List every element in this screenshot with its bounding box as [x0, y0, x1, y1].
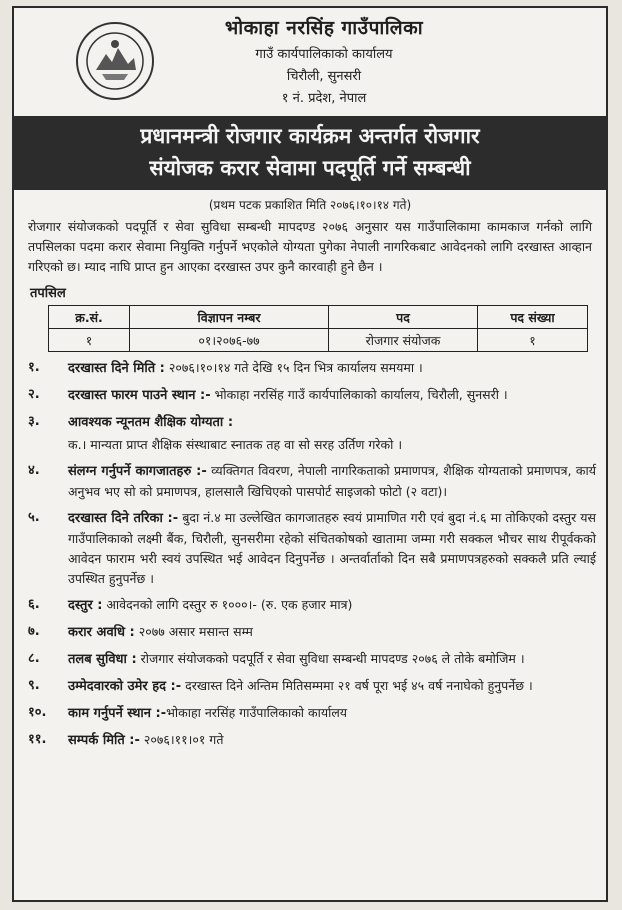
item-text: २०७६।११।०१ गते: [139, 732, 224, 747]
list-item: [28, 622, 596, 643]
list-item: [28, 595, 596, 616]
list-item: [28, 461, 596, 502]
list-item: [28, 676, 596, 697]
list-item: [28, 358, 596, 379]
table-row: [49, 329, 588, 352]
org-name: भोकाहा नरसिंह गाउँपालिका: [224, 17, 424, 39]
list-item: [28, 730, 596, 751]
office-address: चिरौली, सुनसरी: [286, 69, 362, 84]
table-cell: रोजगार संयोजक: [329, 329, 478, 352]
banner-line-2: संयोजक करार सेवामा पदपूर्ति गर्ने सम्बन्धी: [149, 156, 471, 180]
notice-header: [14, 8, 606, 116]
item-number: ७.: [28, 624, 40, 639]
item-label: दरखास्त दिने मिति :: [68, 361, 165, 376]
item-label: दरखास्त दिने तरिका :-: [68, 511, 179, 526]
item-text: व्यक्तिगत विवरण, नेपाली नागरिकताको प्रमाणपत्र, शैक्षिक योग्यताको प्रमाणपत्र, कार्य अनुभव भए सो को प्रमाणपत्र, हालसालै खिचिएको पासपोर्ट साइजको फोटो (२ वटा)।: [68, 463, 596, 499]
conditions-list: [14, 352, 606, 751]
item-number: ११.: [28, 732, 47, 747]
table-cell: ०१।२०७६-७७: [130, 329, 329, 352]
item-label: संलग्न गर्नुपर्ने कागजातहरु :-: [68, 464, 207, 479]
banner-line-1: प्रधानमन्त्री रोजगार कार्यक्रम अन्तर्गत रोजगार: [140, 124, 480, 148]
item-label: करार अवधि :: [68, 625, 135, 640]
office-name: गाउँ कार्यपालिकाको कार्यालय: [255, 47, 393, 62]
notice-page: [12, 6, 608, 902]
item-text: दरखास्त दिने अन्तिम मितिसम्ममा २१ वर्ष पूरा भई ४५ वर्ष ननाघेको हुनुपर्नेछ ।: [181, 678, 533, 693]
list-item: [28, 412, 596, 433]
list-item: [28, 649, 596, 670]
item-text: आवेदनको लागि दस्तुर रु १०००।- (रु. एक हजार मात्र): [102, 597, 353, 612]
header-text: [174, 14, 474, 106]
column-header: विज्ञापन नम्बर: [130, 306, 329, 329]
item-text: २०७६।१०।१४ गते देखि १५ दिन भित्र कार्यालय समयमा ।: [164, 360, 423, 375]
item-number: ८.: [28, 651, 40, 666]
item-label: सम्पर्क मिति :-: [68, 733, 140, 748]
item-number: १०.: [28, 705, 47, 720]
item-label: दस्तुर :: [68, 598, 103, 613]
item-number: २.: [28, 387, 40, 402]
item-text: भोकाहा नरसिंह गाउँपालिकाको कार्यालय: [166, 705, 348, 720]
item-label: आवश्यक न्यूनतम शैक्षिक योग्यता :: [68, 415, 234, 430]
item-text: २०७७ असार मसान्त सम्म: [134, 624, 253, 639]
item-label: उम्मेदवारको उमेर हद :-: [68, 679, 182, 694]
list-item: [28, 385, 596, 406]
item-text: रोजगार संयोजकको पदपूर्ति र सेवा सुविधा सम्बन्धी मापदण्ड २०७६ ले तोके बमोजिम ।: [136, 651, 525, 666]
item-text: भोकाहा नरसिंह गाउँ कार्यपालिकाको कार्यालय, चिरौली, सुनसरी ।: [210, 387, 508, 402]
item-subpoint: क.। मान्यता प्राप्त शैक्षिक संस्थाबाट स्नातक तह वा सो सरह उर्तिण गरेको ।: [68, 437, 403, 452]
column-header: पद: [329, 306, 478, 329]
item-number: ९.: [28, 678, 40, 693]
item-number: ४.: [28, 463, 40, 478]
publication-date: (प्रथम पटक प्रकाशित मिति २०७६।१०।१४ गते): [208, 198, 412, 212]
item-label: तलब सुविधा :: [68, 652, 137, 667]
item-label: दरखास्त फारम पाउने स्थान :-: [68, 388, 211, 403]
table-header-row: [49, 306, 588, 329]
item-number: १.: [28, 360, 40, 375]
column-header: क्र.सं.: [49, 306, 130, 329]
list-item: [28, 703, 596, 724]
nepal-emblem-icon: [76, 22, 154, 100]
item-text: बुदा नं.४ मा उल्लेखित कागजातहरु स्वयं प्रामाणित गरी एवं बुदा नं.६ मा तोकिएको दस्तुर यस गाउँपालिकाको लक्ष्मी बैंक, चिरौली, सुनसरीमा रहेको संचितकोषको खातामा जम्मा गरी सक्कल भौचर साथ रीपूर्वकको आवेदन फाराम भरी स्वयं उपस्थित भई आवेदन दिनुपर्नेछ । अन्तर्वार्ताको दिन सबै प्रमाणपत्रहरुको सक्कलै प्रति ल्याई उपस्थित हुनुपर्नेछ ।: [68, 510, 596, 586]
notice-title-banner: [12, 116, 608, 190]
column-header: पद संख्या: [478, 306, 588, 329]
item-number: ६.: [28, 597, 40, 612]
province-line: १ नं. प्रदेश, नेपाल: [281, 91, 367, 106]
item-number: ३.: [28, 414, 40, 429]
item-number: ५.: [28, 510, 40, 525]
table-cell: १: [478, 329, 588, 352]
vacancy-table: [48, 305, 588, 352]
table-cell: १: [49, 329, 130, 352]
list-item: [28, 508, 596, 589]
item-label: काम गर्नुपर्ने स्थान :-: [68, 706, 167, 721]
intro-paragraph: रोजगार संयोजकको पदपूर्ति र सेवा सुविधा सम्बन्धी मापदण्ड २०७६ अनुसार यस गाउँपालिकामा कामकाज गर्नको लागि तपसिलका पदमा करार सेवामा नियुक्ति गर्नुपर्ने भएकोले योग्यता पुगेका नेपाली नागरिकबाट आवेदनको लागि दरखास्त आव्हान गरिएको छ। म्याद नाघि प्राप्त हुन आएका दरखास्त उपर कुनै कारवाही हुने छैन ।: [28, 219, 592, 274]
details-heading: तपसिल: [30, 286, 66, 301]
